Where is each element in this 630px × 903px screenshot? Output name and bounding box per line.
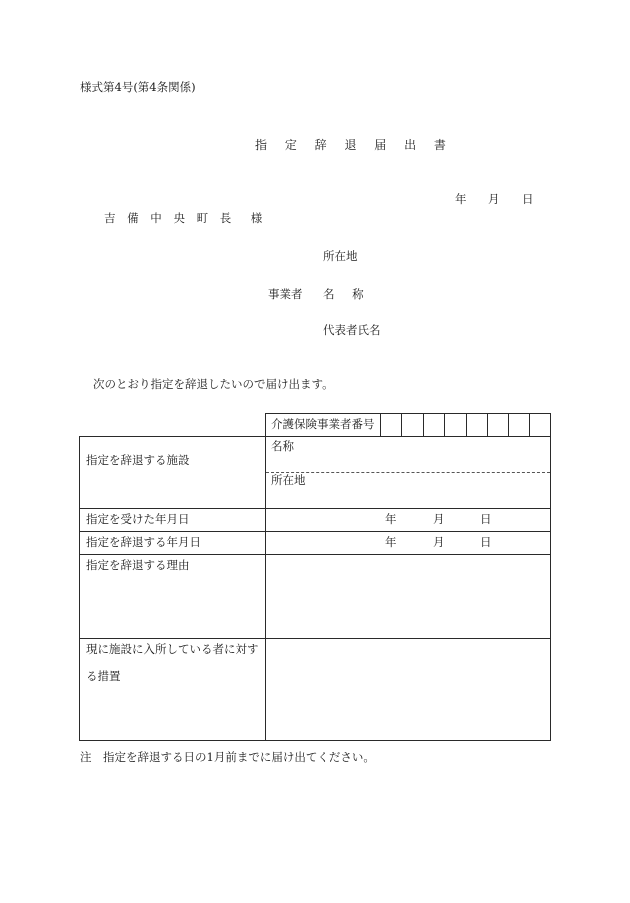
designation-month-label: 月 xyxy=(433,512,445,526)
addressee: 吉 備 中 央 町 長 様 xyxy=(104,211,267,225)
table-line xyxy=(466,413,467,437)
facility-address-label: 所在地 xyxy=(271,473,306,487)
table-line xyxy=(529,413,530,437)
table-line xyxy=(265,413,266,437)
applicant-name-label: 名 称 xyxy=(323,287,371,301)
designation-year-label: 年 xyxy=(385,512,397,526)
withdrawal-day-label: 日 xyxy=(480,535,492,549)
date-year-label: 年 xyxy=(455,192,467,206)
facility-label: 指定を辞退する施設 xyxy=(86,453,190,467)
table-line xyxy=(79,436,551,437)
designation-date-label: 指定を受けた年月日 xyxy=(86,512,190,526)
table-line xyxy=(380,413,381,437)
table-line xyxy=(401,413,402,437)
applicant-address-label: 所在地 xyxy=(323,249,358,263)
table-line xyxy=(79,508,551,509)
footnote: 注 指定を辞退する日の1月前までに届け出てください。 xyxy=(80,750,375,764)
table-line xyxy=(487,413,488,437)
intro-text: 次のとおり指定を辞退したいので届け出ます。 xyxy=(93,377,334,391)
applicant-representative-label: 代表者氏名 xyxy=(323,323,381,337)
provider-number-label: 介護保険事業者番号 xyxy=(271,417,375,431)
table-line xyxy=(550,413,551,740)
table-dashed-line xyxy=(266,472,550,473)
table-line xyxy=(79,554,551,555)
withdrawal-date-label: 指定を辞退する年月日 xyxy=(86,535,201,549)
document-title: 指 定 辞 退 届 出 書 xyxy=(255,138,453,152)
facility-name-label: 名称 xyxy=(271,439,294,453)
reason-label: 指定を辞退する理由 xyxy=(86,558,190,572)
table-line xyxy=(79,638,551,639)
withdrawal-year-label: 年 xyxy=(385,535,397,549)
table-line xyxy=(265,436,266,741)
measures-label-line2: る措置 xyxy=(86,669,121,683)
date-month-label: 月 xyxy=(488,192,500,206)
table-line xyxy=(423,413,424,437)
withdrawal-month-label: 月 xyxy=(433,535,445,549)
table-line xyxy=(508,413,509,437)
table-line xyxy=(79,740,551,741)
applicant-section-label: 事業者 xyxy=(268,287,303,301)
form-number: 様式第4号(第4条関係) xyxy=(80,80,196,94)
date-day-label: 日 xyxy=(522,192,534,206)
table-line xyxy=(444,413,445,437)
designation-day-label: 日 xyxy=(480,512,492,526)
table-line xyxy=(79,531,551,532)
measures-label-line1: 現に施設に入所している者に対す xyxy=(86,642,259,656)
table-line xyxy=(79,436,80,741)
